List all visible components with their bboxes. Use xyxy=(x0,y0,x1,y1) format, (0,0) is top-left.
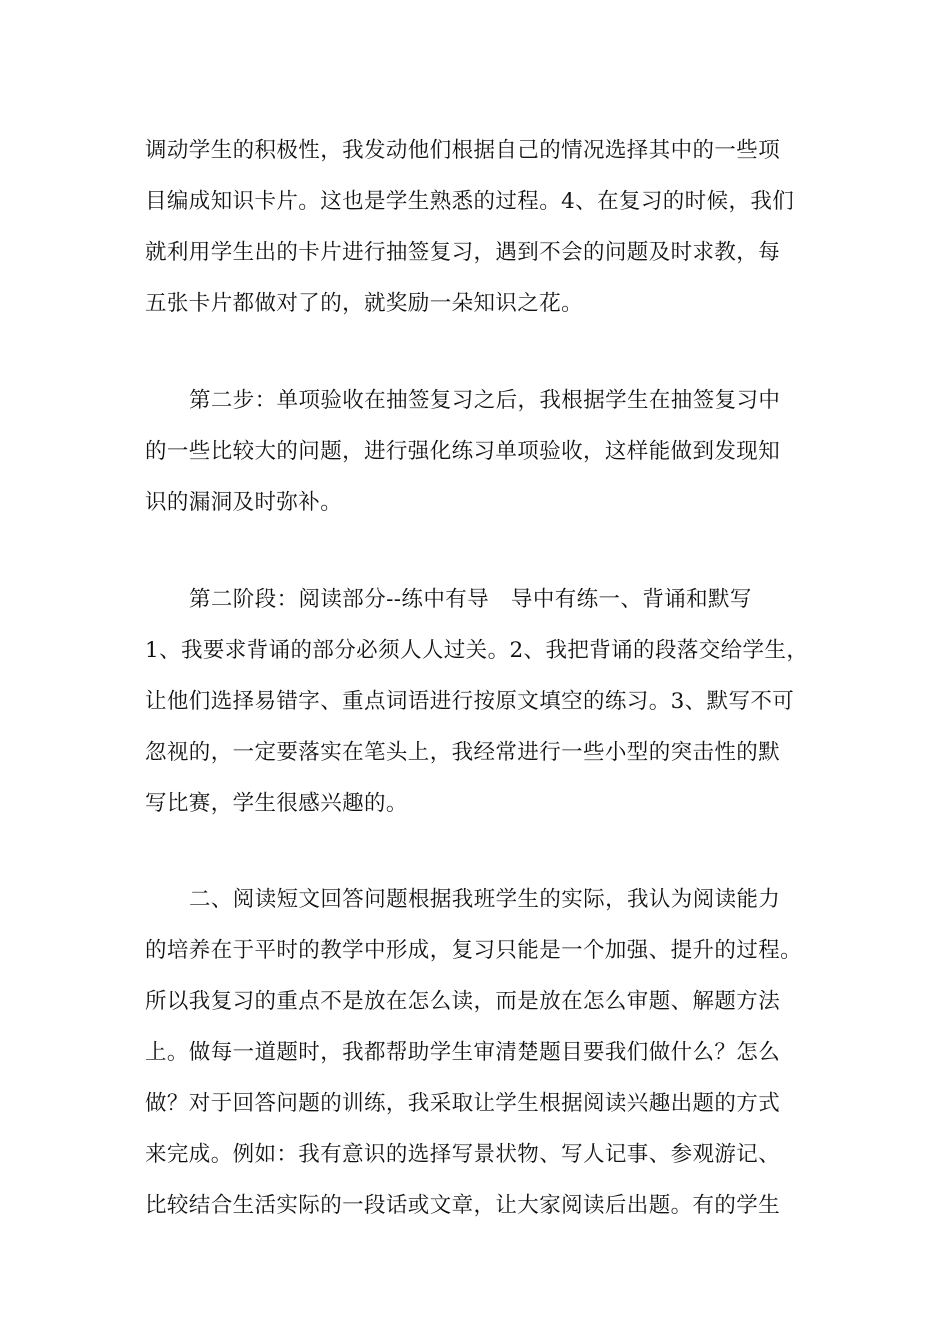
text-line: 二、阅读短文回答问题根据我班学生的实际，我认为阅读能力 xyxy=(189,887,781,912)
text-line: 就利用学生出的卡片进行抽签复习，遇到不会的问题及时求教，每 xyxy=(145,240,781,265)
text-line: 五张卡片都做对了的，就奖励一朵知识之花。 xyxy=(145,291,584,316)
text-line: 第二阶段：阅读部分--练中有导 导中有练一、背诵和默写 xyxy=(189,587,752,612)
text-line: 忽视的，一定要落实在笔头上，我经常进行一些小型的突击性的默 xyxy=(145,740,781,765)
text-line: 识的漏洞及时弥补。 xyxy=(145,490,343,515)
text-line: 比较结合生活实际的一段话或文章，让大家阅读后出题。有的学生 xyxy=(145,1193,781,1218)
text-line: 的一些比较大的问题，进行强化练习单项验收，这样能做到发现知 xyxy=(145,439,781,464)
text-line: 第二步：单项验收在抽签复习之后，我根据学生在抽签复习中 xyxy=(189,388,781,413)
text-line: 做？对于回答问题的训练，我采取让学生根据阅读兴趣出题的方式 xyxy=(145,1091,781,1116)
text-line: 来完成。例如：我有意识的选择写景状物、写人记事、参观游记、 xyxy=(145,1142,781,1167)
text-line: 所以我复习的重点不是放在怎么读，而是放在怎么审题、解题方法 xyxy=(145,989,781,1014)
text-line: 目编成知识卡片。这也是学生熟悉的过程。4、在复习的时候，我们 xyxy=(145,189,795,214)
text-line: 写比赛，学生很感兴趣的。 xyxy=(145,791,408,816)
text-line: 的培养在于平时的教学中形成，复习只能是一个加强、提升的过程。 xyxy=(145,938,803,963)
text-line: 调动学生的积极性，我发动他们根据自己的情况选择其中的一些项 xyxy=(145,138,781,163)
text-line: 让他们选择易错字、重点词语进行按原文填空的练习。3、默写不可 xyxy=(145,689,795,714)
text-line: 1、我要求背诵的部分必须人人过关。2、我把背诵的段落交给学生， xyxy=(145,638,809,663)
text-line: 上。做每一道题时，我都帮助学生审清楚题目要我们做什么？怎么 xyxy=(145,1040,781,1065)
